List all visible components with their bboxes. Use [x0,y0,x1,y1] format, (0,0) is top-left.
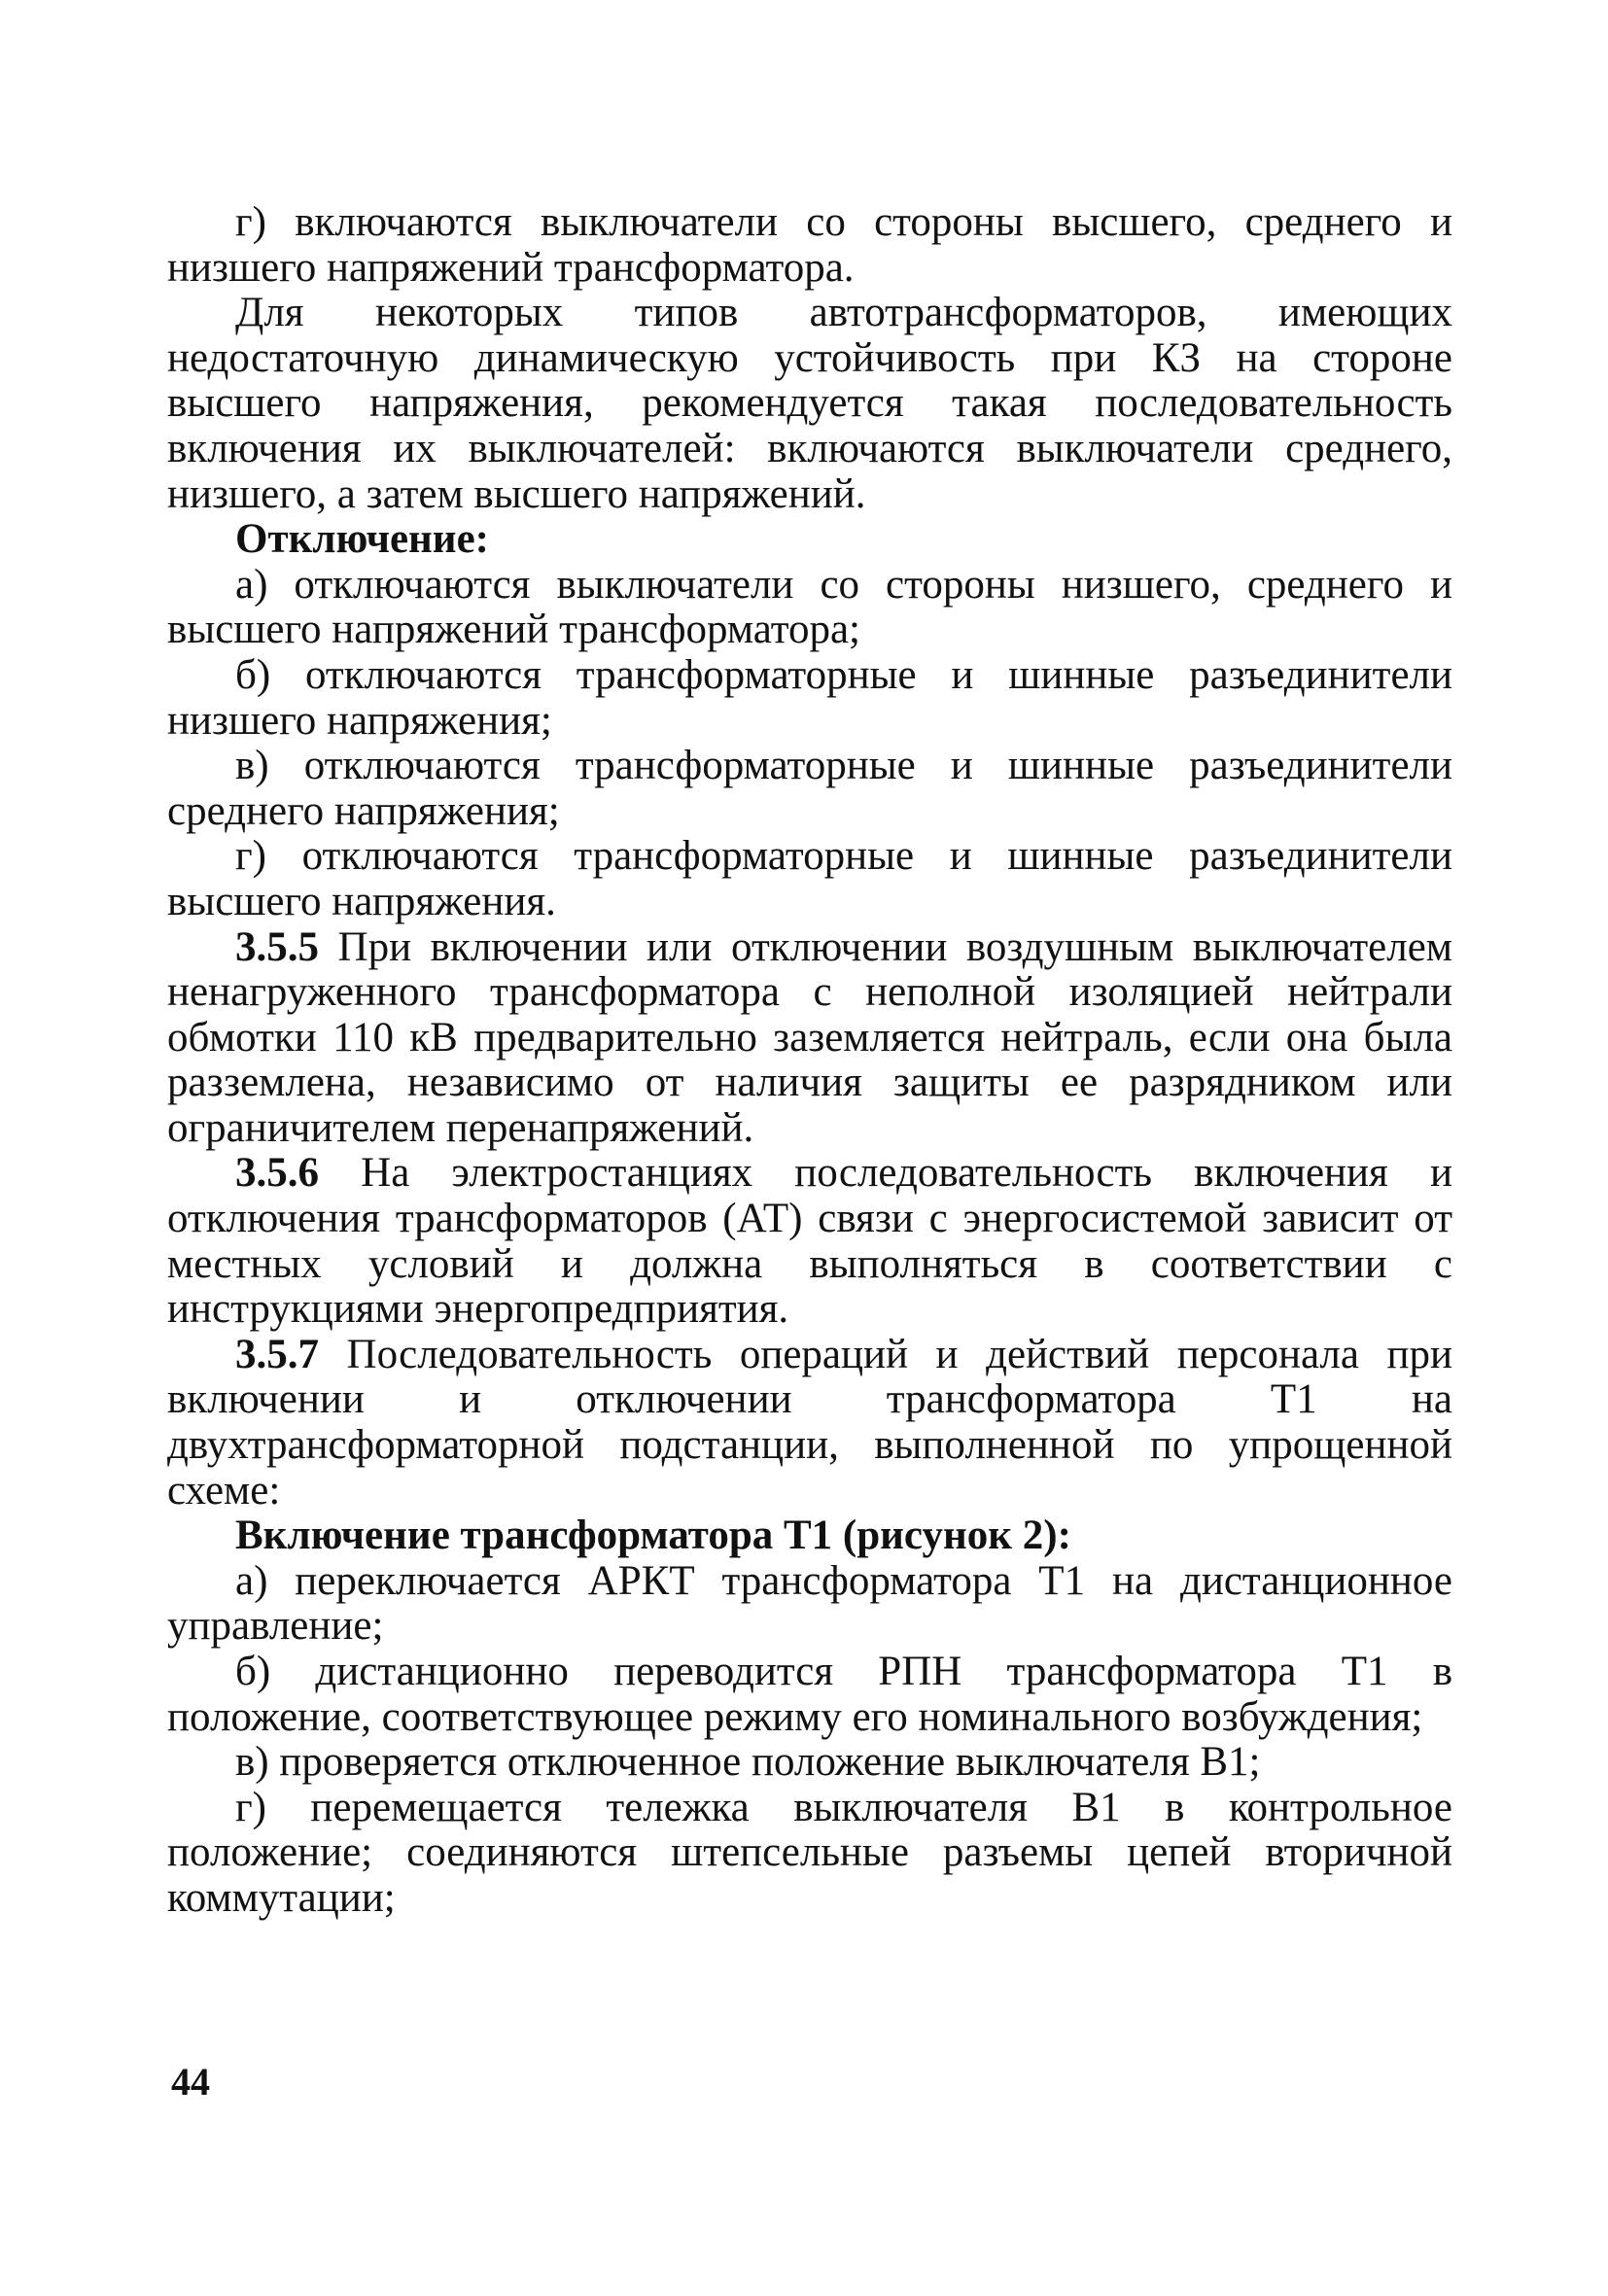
paragraph-b-disable: б) отключаются трансформаторные и шинные разъединители низшего напряжения; [167,651,1452,744]
paragraph-v-disable: в) отключаются трансформаторные и шинные разъединители среднего напряжения; [167,743,1452,834]
section-3-5-5: 3.5.5 При включении или отключении воздушным выключателем ненагруженного трансформатора с неполной изоляцией нейтрали обмотки 110 кВ предварительно заземляется нейтраль, если она была разземлена, независимо от наличия защиты ее разрядником или ограничителем перенапряжений. [167,923,1452,1151]
paragraph-a-disable: а) отключаются выключатели со стороны низшего, среднего и высшего напряжений трансформатора; [167,561,1452,653]
heading-enable-t1: Включение трансформатора Т1 (рисунок 2): [235,1513,1071,1559]
paragraph-a-enable-t1: а) переключается АРКТ трансформатора Т1 на дистанционное управление; [167,1557,1452,1650]
section-3-5-7: 3.5.7 Последовательность операций и действий персонала при включении и отключении трансформатора Т1 на двухтрансформаторной подстанции, выполненной по упрощенной схеме: [167,1331,1453,1513]
section-number: 3.5.5 [235,923,319,970]
section-number: 3.5.6 [235,1150,319,1197]
heading-disconnection: Отключение: [235,516,489,563]
section-3-5-6: 3.5.6 На электростанциях последовательность включения и отключения трансформаторов (АТ) связи с энергосистемой зависит от местных условий и должна выполняться в соответствии с инструкциями энергопредприятия. [167,1150,1452,1333]
paragraph-b-enable-t1: б) дистанционно переводится РПН трансформатора Т1 в положение, соответствующее режиму его номинального возбуждения; [167,1649,1452,1740]
paragraph-autotransformer-note: Для некоторых типов автотрансформаторов, имеющих недостаточную динамическую устойчивость при КЗ на стороне высшего напряжения, рекомендуется такая последовательность включения их выключателей: включаются выключатели среднего, низшего, а затем высшего напряжений. [167,290,1452,517]
page-text-body [167,200,1452,1922]
paragraph-g-enable: г) включаются выключатели со стороны высшего, среднего и низшего напряжений трансформатора. [167,199,1452,291]
page-number: 44 [171,2060,210,2104]
paragraph-g-enable-t1: г) перемещается тележка выключателя В1 в контрольное положение; соединяются штепсельные разъемы цепей вторичной коммутации; [167,1784,1452,1921]
paragraph-g-disable: г) отключаются трансформаторные и шинные разъединители высшего напряжения. [167,833,1452,924]
section-number: 3.5.7 [235,1331,319,1377]
paragraph-v-enable-t1: в) проверяется отключенное положение выключателя В1; [235,1739,1261,1786]
